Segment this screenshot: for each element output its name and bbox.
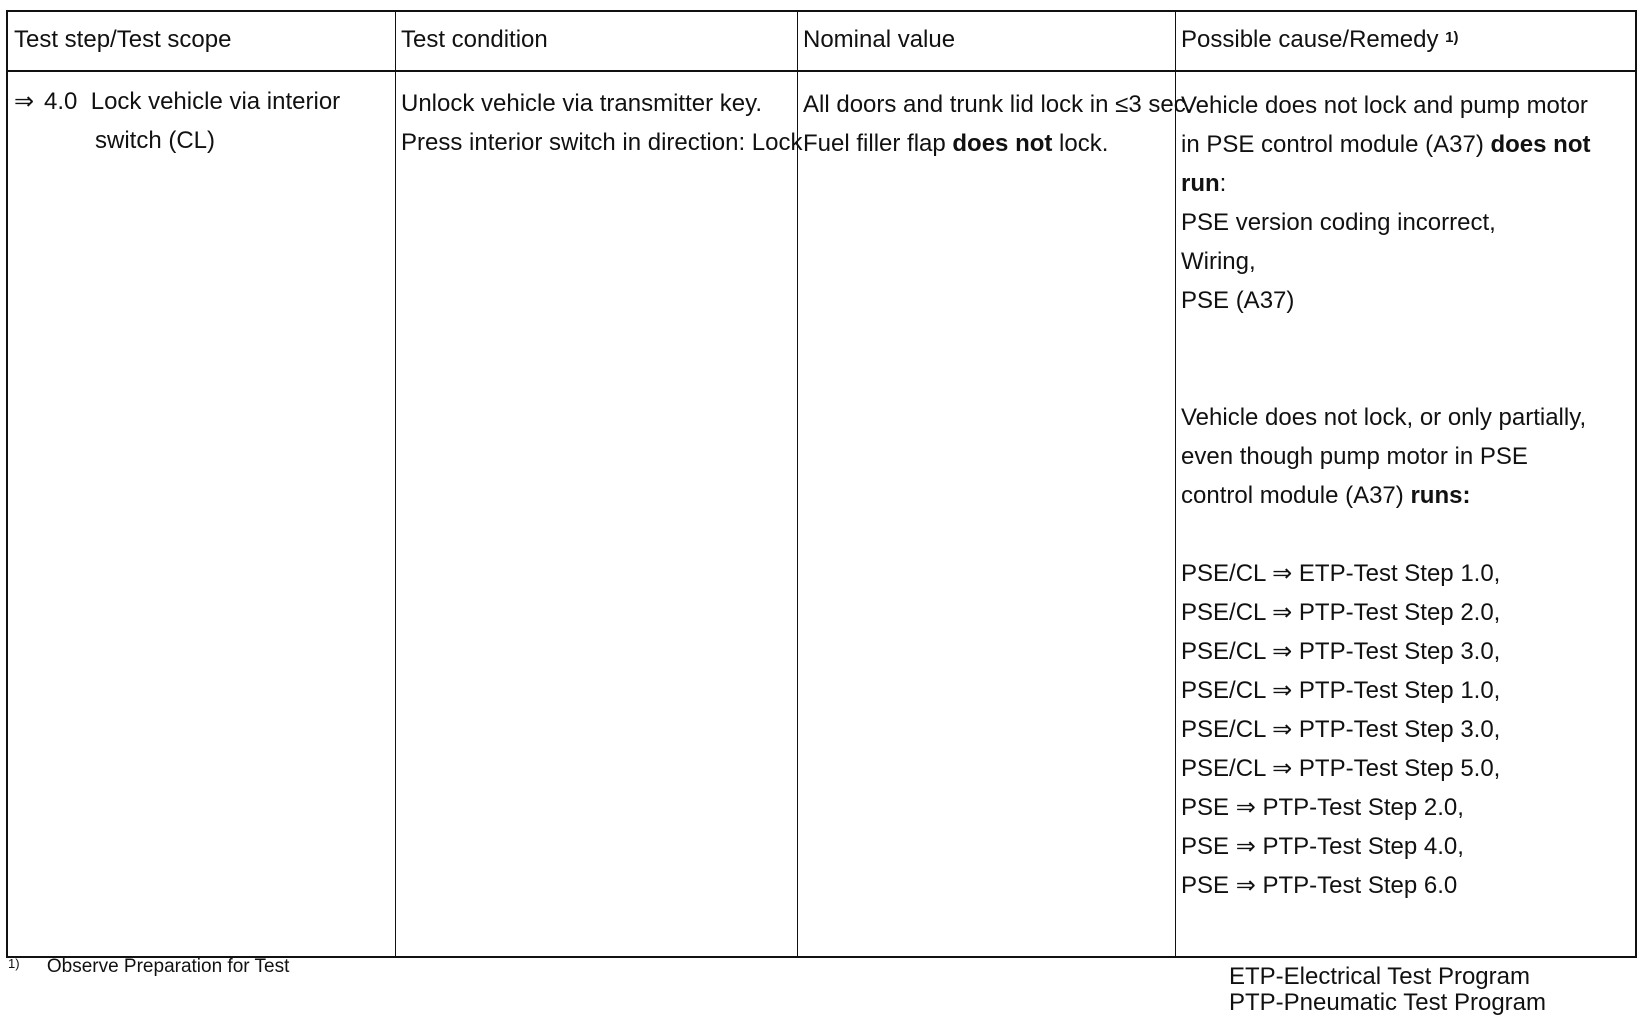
- header-divider: [8, 70, 1635, 72]
- step-arrow-icon: ⇒: [14, 88, 35, 115]
- cause1-line2: [1181, 125, 1590, 164]
- header-nominal-value: Nominal value: [803, 26, 956, 53]
- cause1-line3-emphasis: run: [1181, 170, 1220, 197]
- nominal-line2-end: lock.: [1052, 130, 1109, 157]
- cause1-item: Wiring,: [1181, 248, 1256, 275]
- footnote-text: Observe Preparation for Test: [46, 956, 290, 977]
- remedy-line: PSE/CL ⇒ PTP-Test Step 2.0,: [1181, 599, 1501, 626]
- footnote-marker: 1): [8, 956, 20, 971]
- nominal-line1: All doors and trunk lid lock in ≤3 sec.: [803, 91, 1193, 118]
- legend-ptp: PTP-Pneumatic Test Program: [1229, 989, 1547, 1016]
- condition-line1: Unlock vehicle via transmitter key.: [401, 90, 763, 117]
- remedy-line: PSE/CL ⇒ PTP-Test Step 3.0,: [1181, 716, 1501, 743]
- possible-cause-cell: [1181, 86, 1590, 905]
- cause1-line1: Vehicle does not lock and pump motor: [1181, 92, 1588, 119]
- cause1-line3: [1181, 164, 1590, 203]
- cause1-item: PSE version coding incorrect,: [1181, 209, 1496, 236]
- header-test-condition: Test condition: [401, 26, 548, 53]
- remedy-line: PSE/CL ⇒ ETP-Test Step 1.0,: [1181, 560, 1501, 587]
- remedy-line: PSE/CL ⇒ PTP-Test Step 1.0,: [1181, 677, 1501, 704]
- test-step-line1: [14, 82, 340, 121]
- column-divider-1: [395, 12, 396, 956]
- remedy-line: PSE ⇒ PTP-Test Step 2.0,: [1181, 794, 1464, 821]
- header-footnote-marker: 1): [1445, 29, 1459, 46]
- cause2-line3-text: control module (A37): [1181, 482, 1411, 509]
- nominal-line2-emphasis: does not: [952, 130, 1053, 157]
- cause2-line3-emphasis: runs:: [1410, 482, 1471, 509]
- nominal-line2-text: Fuel filler flap: [803, 130, 953, 157]
- cause2-line2: even though pump motor in PSE: [1181, 443, 1528, 470]
- header-possible-cause-label: Possible cause/Remedy: [1181, 26, 1439, 53]
- abbreviation-legend-2: [1229, 987, 1546, 1019]
- condition-line2: Press interior switch in direction: Lock: [401, 129, 803, 156]
- remedy-line: PSE/CL ⇒ PTP-Test Step 3.0,: [1181, 638, 1501, 665]
- footnote: [8, 956, 289, 978]
- header-possible-cause: [1181, 24, 1458, 56]
- header-test-step: Test step/Test scope: [14, 26, 232, 53]
- test-condition-cell: [401, 84, 802, 162]
- remedy-line: PSE ⇒ PTP-Test Step 6.0: [1181, 872, 1458, 899]
- legend-etp: ETP-Electrical Test Program: [1229, 963, 1530, 990]
- nominal-value-cell: [803, 85, 1192, 163]
- test-scope-line2: switch (CL): [95, 127, 216, 154]
- cause1-line2-emphasis: does not: [1490, 131, 1591, 158]
- cause1-line3-colon: :: [1219, 170, 1227, 197]
- nominal-line2: [803, 124, 1192, 163]
- cause1-line2-text: in PSE control module (A37): [1181, 131, 1491, 158]
- cause2-line3: [1181, 476, 1590, 515]
- test-table: [6, 10, 1637, 958]
- cause1-item: PSE (A37): [1181, 287, 1295, 314]
- test-step-cell: [14, 82, 340, 160]
- test-scope-line1: Lock vehicle via interior: [90, 88, 341, 115]
- cause2-line1: Vehicle does not lock, or only partially,: [1181, 404, 1587, 431]
- step-number: 4.0: [44, 88, 78, 115]
- remedy-line: PSE/CL ⇒ PTP-Test Step 5.0,: [1181, 755, 1501, 782]
- remedy-line: PSE ⇒ PTP-Test Step 4.0,: [1181, 833, 1464, 860]
